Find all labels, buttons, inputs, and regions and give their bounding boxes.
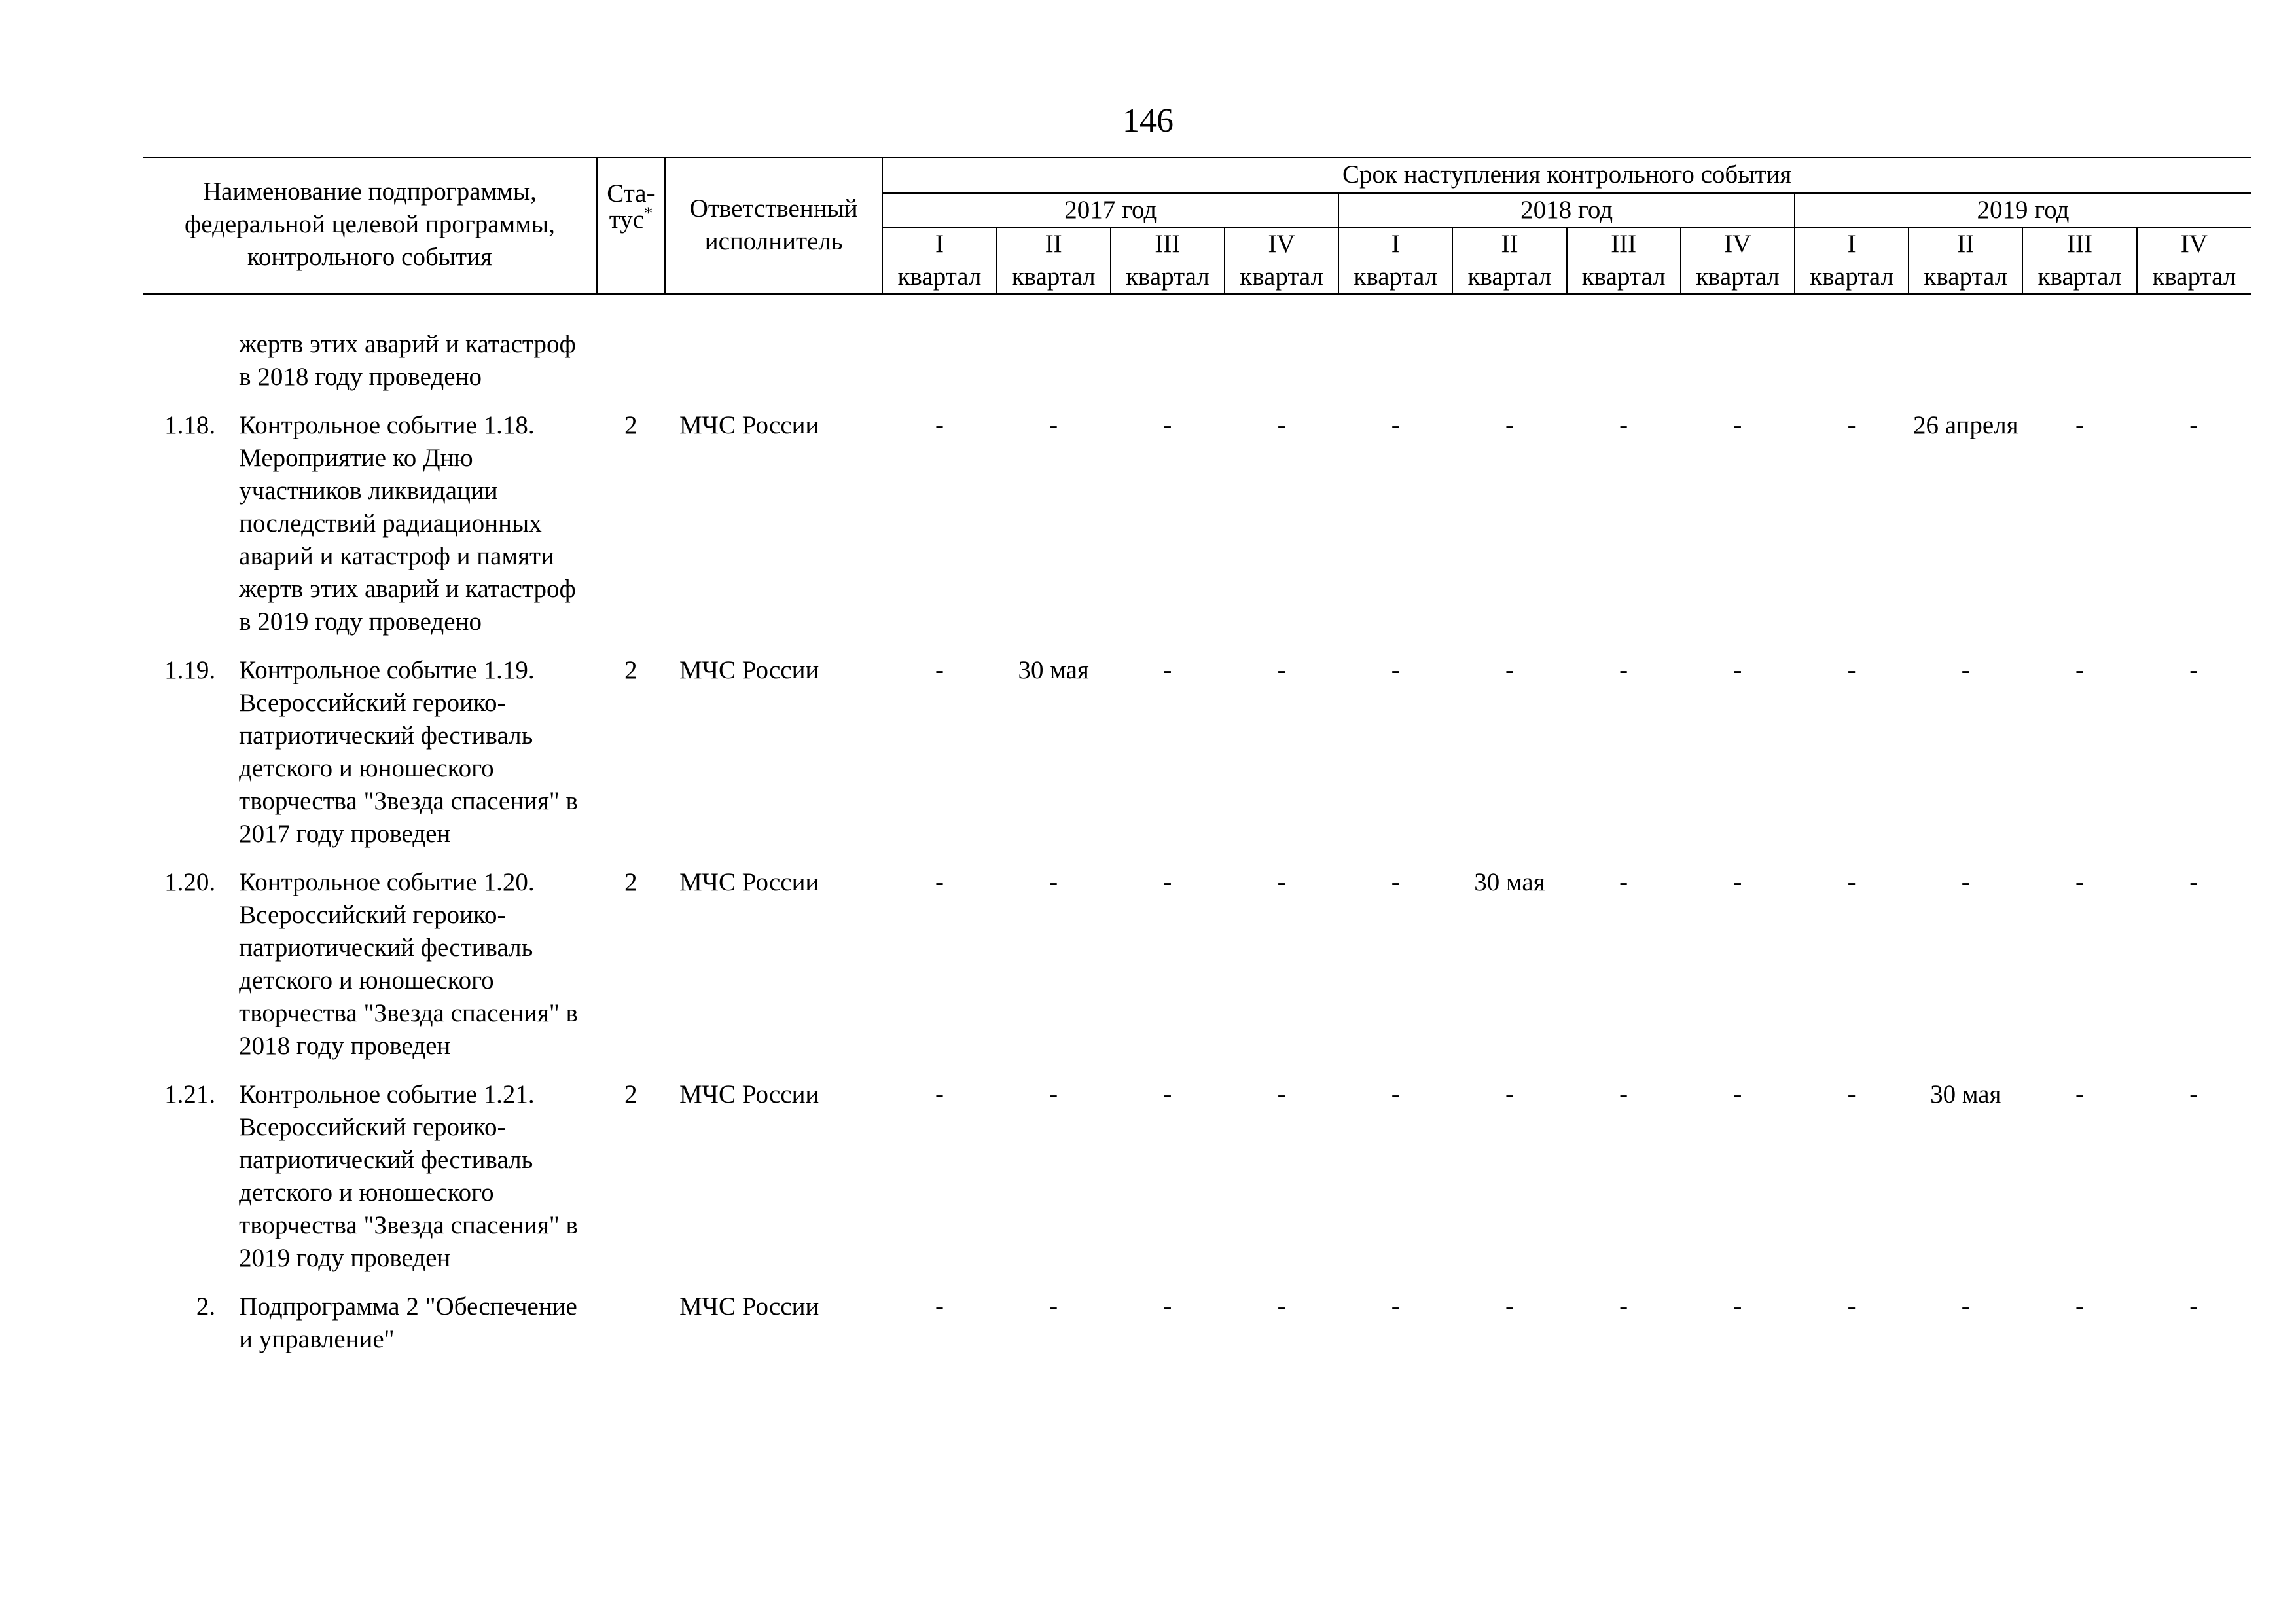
- row-quarter-2: -: [1163, 1080, 1172, 1108]
- row-responsible: [665, 295, 882, 410]
- row-quarter-1: -: [1049, 1292, 1058, 1321]
- table-row: [143, 654, 2251, 866]
- table-row: [143, 1078, 2251, 1290]
- header-quarter-word-3: квартал: [1225, 261, 1338, 295]
- row-responsible: МЧС России: [679, 1080, 819, 1108]
- row-quarter-8: -: [1847, 411, 1856, 439]
- row-number: 2.: [196, 1292, 216, 1321]
- header-quarter-number-2: III: [1111, 227, 1225, 261]
- row-quarter-9: 30 мая: [1930, 1080, 2001, 1108]
- row-name: Контрольное событие 1.19. Всероссийский героико-патриотический фестиваль детского и юношеского творчества "Звезда спасения" в 2017 году проведен: [239, 656, 578, 848]
- table-row: [143, 295, 2251, 410]
- row-quarter-2: -: [1163, 656, 1172, 684]
- header-quarter-word-9: квартал: [1909, 261, 2022, 295]
- row-quarter-6: -: [1619, 868, 1628, 896]
- row-quarter-0: [882, 295, 996, 410]
- row-quarter-7: -: [1733, 656, 1742, 684]
- row-quarter-0: -: [935, 868, 944, 896]
- row-quarter-10: [2022, 295, 2136, 410]
- row-quarter-5: -: [1505, 1080, 1514, 1108]
- row-name: Контрольное событие 1.18. Мероприятие ко Дню участников ликвидации последствий радиационных аварий и катастроф и памяти жертв этих аварий и катастроф в 2019 году проведено: [239, 411, 576, 636]
- header-quarter-word-7: квартал: [1681, 261, 1795, 295]
- control-events-table-container: [143, 157, 2251, 1372]
- row-quarter-6: -: [1619, 656, 1628, 684]
- page-number: 146: [1122, 102, 1174, 139]
- row-quarter-1: [997, 295, 1111, 410]
- header-quarter-word-11: квартал: [2137, 261, 2251, 295]
- row-status: 2: [624, 868, 637, 896]
- row-quarter-7: -: [1733, 411, 1742, 439]
- header-status-bottom: тус: [609, 206, 645, 234]
- row-number: [143, 295, 230, 410]
- row-name: жертв этих аварий и катастроф в 2018 году проведено: [239, 330, 576, 391]
- row-name: Контрольное событие 1.20. Всероссийский героико-патриотический фестиваль детского и юношеского творчества "Звезда спасения" в 2018 году проведен: [239, 868, 578, 1060]
- header-quarter-word-0: квартал: [882, 261, 996, 295]
- row-status: 2: [624, 411, 637, 439]
- header-quarter-number-4: I: [1338, 227, 1452, 261]
- row-quarter-2: [1111, 295, 1225, 410]
- row-number: 1.21.: [164, 1080, 216, 1108]
- header-quarter-word-6: квартал: [1567, 261, 1681, 295]
- row-quarter-3: [1225, 295, 1338, 410]
- row-status: 2: [624, 656, 637, 684]
- row-quarter-2: -: [1163, 868, 1172, 896]
- header-quarter-number-0: I: [882, 227, 996, 261]
- header-quarter-number-10: III: [2022, 227, 2136, 261]
- row-quarter-10: -: [2075, 411, 2084, 439]
- row-number: 1.19.: [164, 656, 216, 684]
- row-number: 1.18.: [164, 411, 216, 439]
- header-quarter-word-4: квартал: [1338, 261, 1452, 295]
- row-quarter-8: -: [1847, 656, 1856, 684]
- header-status: [597, 158, 665, 295]
- row-responsible: МЧС России: [679, 656, 819, 684]
- row-quarter-6: -: [1619, 1292, 1628, 1321]
- table-body: [143, 295, 2251, 1372]
- header-quarter-number-11: IV: [2137, 227, 2251, 261]
- header-responsible: Ответственный исполнитель: [665, 158, 882, 295]
- row-quarter-4: -: [1391, 868, 1400, 896]
- row-quarter-0: -: [935, 656, 944, 684]
- row-quarter-7: -: [1733, 1080, 1742, 1108]
- row-quarter-4: -: [1391, 1292, 1400, 1321]
- row-quarter-5: -: [1505, 656, 1514, 684]
- header-quarter-word-5: квартал: [1452, 261, 1566, 295]
- row-quarter-9: 26 апреля: [1912, 411, 2018, 439]
- header-quarter-number-1: II: [997, 227, 1111, 261]
- row-responsible: МЧС России: [679, 1292, 819, 1321]
- row-quarter-10: -: [2075, 1080, 2084, 1108]
- header-year-1: 2018 год: [1338, 193, 1795, 227]
- row-responsible: МЧС России: [679, 868, 819, 896]
- row-quarter-0: -: [935, 411, 944, 439]
- row-quarter-3: -: [1277, 411, 1286, 439]
- row-quarter-11: -: [2189, 656, 2198, 684]
- row-quarter-8: -: [1847, 868, 1856, 896]
- table-row: [143, 409, 2251, 654]
- row-quarter-1: 30 мая: [1018, 656, 1089, 684]
- row-quarter-8: -: [1847, 1080, 1856, 1108]
- header-deadline-title: Срок наступления контрольного события: [882, 158, 2251, 193]
- row-quarter-7: [1681, 295, 1795, 410]
- row-quarter-3: -: [1277, 656, 1286, 684]
- header-quarter-number-6: III: [1567, 227, 1681, 261]
- row-quarter-11: -: [2189, 411, 2198, 439]
- row-quarter-0: -: [935, 1292, 944, 1321]
- row-quarter-1: -: [1049, 1080, 1058, 1108]
- header-status-marker: *: [644, 204, 653, 223]
- header-year-0: 2017 год: [882, 193, 1338, 227]
- row-status: [597, 295, 665, 410]
- row-quarter-2: -: [1163, 1292, 1172, 1321]
- header-quarter-number-7: IV: [1681, 227, 1795, 261]
- row-quarter-4: -: [1391, 656, 1400, 684]
- row-number: 1.20.: [164, 868, 216, 896]
- header-quarter-word-8: квартал: [1795, 261, 1909, 295]
- header-year-2: 2019 год: [1795, 193, 2251, 227]
- row-quarter-5: 30 мая: [1474, 868, 1545, 896]
- header-quarter-word-2: квартал: [1111, 261, 1225, 295]
- row-quarter-7: -: [1733, 868, 1742, 896]
- row-quarter-8: [1795, 295, 1909, 410]
- row-quarter-4: [1338, 295, 1452, 410]
- row-quarter-11: [2137, 295, 2251, 410]
- row-responsible: МЧС России: [679, 411, 819, 439]
- row-status: [597, 1290, 665, 1372]
- header-quarter-number-9: II: [1909, 227, 2022, 261]
- header-quarter-number-3: IV: [1225, 227, 1338, 261]
- row-quarter-4: -: [1391, 1080, 1400, 1108]
- row-quarter-5: [1452, 295, 1566, 410]
- row-quarter-3: -: [1277, 1080, 1286, 1108]
- header-quarter-number-8: I: [1795, 227, 1909, 261]
- row-quarter-10: -: [2075, 656, 2084, 684]
- row-quarter-9: [1909, 295, 2022, 410]
- table-row: [143, 866, 2251, 1078]
- row-quarter-3: -: [1277, 868, 1286, 896]
- row-quarter-1: -: [1049, 868, 1058, 896]
- header-quarter-word-10: квартал: [2022, 261, 2136, 295]
- row-quarter-11: -: [2189, 1292, 2198, 1321]
- header-quarter-word-1: квартал: [997, 261, 1111, 295]
- header-name: Наименование подпрограммы, федеральной целевой программы, контрольного события: [143, 158, 597, 295]
- row-quarter-6: -: [1619, 411, 1628, 439]
- row-status: 2: [624, 1080, 637, 1108]
- row-quarter-6: -: [1619, 1080, 1628, 1108]
- row-quarter-1: -: [1049, 411, 1058, 439]
- row-quarter-9: -: [1961, 1292, 1970, 1321]
- row-quarter-2: -: [1163, 411, 1172, 439]
- control-events-table: [143, 157, 2251, 1372]
- row-quarter-9: -: [1961, 656, 1970, 684]
- row-quarter-5: -: [1505, 411, 1514, 439]
- table-row: [143, 1290, 2251, 1372]
- row-quarter-5: -: [1505, 1292, 1514, 1321]
- row-quarter-3: -: [1277, 1292, 1286, 1321]
- row-quarter-8: -: [1847, 1292, 1856, 1321]
- row-quarter-11: -: [2189, 1080, 2198, 1108]
- header-status-top: Ста-: [607, 179, 655, 208]
- row-quarter-10: -: [2075, 1292, 2084, 1321]
- row-name: Подпрограмма 2 "Обеспечение и управление": [239, 1292, 577, 1353]
- row-quarter-7: -: [1733, 1292, 1742, 1321]
- table-header: [143, 158, 2251, 295]
- row-quarter-0: -: [935, 1080, 944, 1108]
- header-quarter-number-5: II: [1452, 227, 1566, 261]
- row-quarter-6: [1567, 295, 1681, 410]
- row-quarter-4: -: [1391, 411, 1400, 439]
- row-quarter-9: -: [1961, 868, 1970, 896]
- row-name: Контрольное событие 1.21. Всероссийский героико-патриотический фестиваль детского и юношеского творчества "Звезда спасения" в 2019 году проведен: [239, 1080, 578, 1272]
- row-quarter-10: -: [2075, 868, 2084, 896]
- row-quarter-11: -: [2189, 868, 2198, 896]
